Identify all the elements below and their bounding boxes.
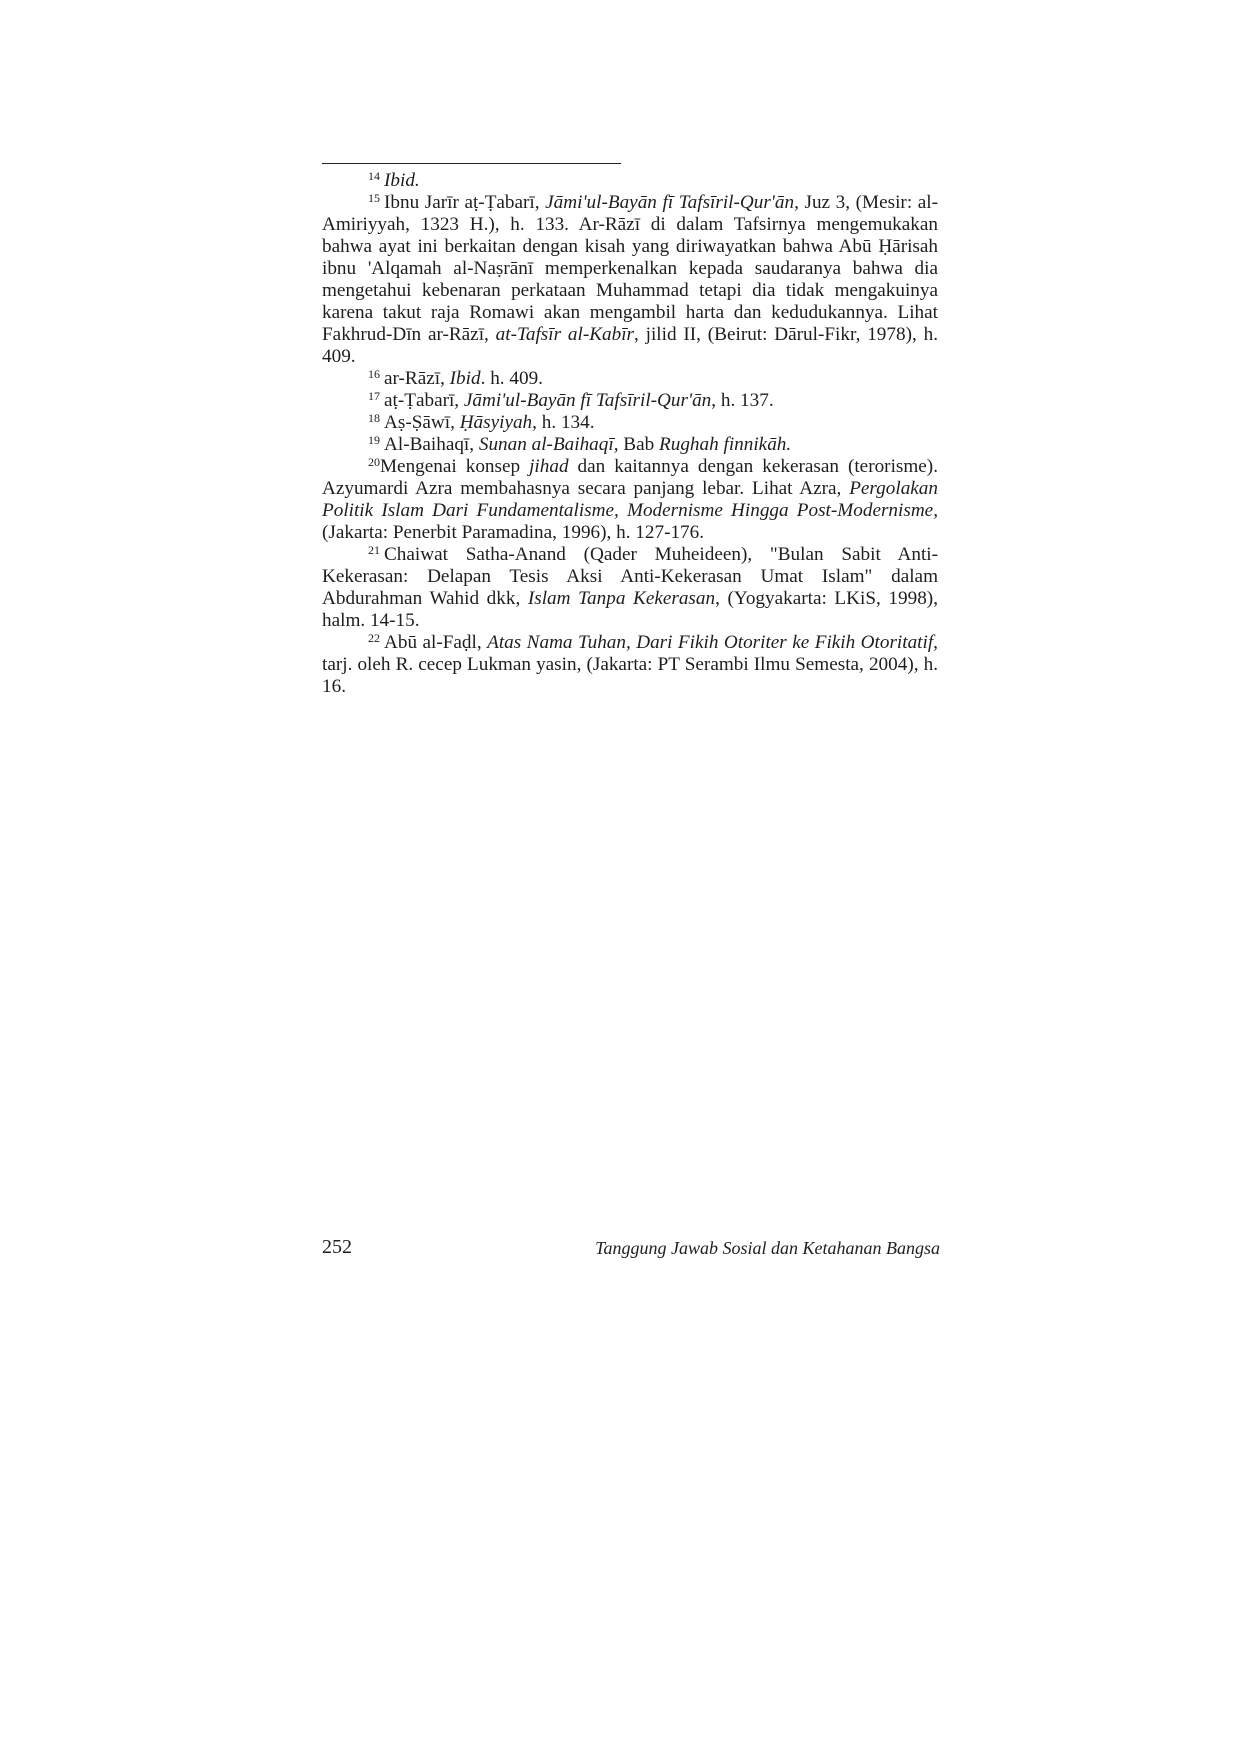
footnote-number: 17 [368, 389, 380, 403]
footnote-separator-rule [322, 163, 621, 164]
footnote-text: , (Yogyakarta: LKiS, 1998), halm. 14-15. [322, 588, 938, 631]
footnote-text: tarj. oleh R. cecep Lukman yasin, (Jakarta: PT Serambi Ilmu Semesta, 2004), h. 16. [322, 654, 938, 697]
running-title: Tanggung Jawab Sosial dan Ketahanan Bangsa [595, 1238, 940, 1258]
footnote-italic-text: Pergolakan Politik Islam Dari Fundamentalisme, Modernisme Hingga Post-Modernisme, [322, 478, 938, 521]
footnote-text: Ibnu Jarīr aṭ-Ṭabarī, [384, 192, 546, 213]
footnote-text: Abū al-Faḍl, [384, 632, 488, 653]
footnote-italic-text: at-Tafsīr al-Kabīr [495, 324, 634, 345]
footnote-text: Mengenai konsep [380, 456, 530, 477]
footnotes-section [322, 170, 938, 698]
page-number: 252 [322, 1236, 352, 1258]
footnote-21 [322, 544, 938, 632]
footnote-number: 16 [368, 367, 380, 381]
footnote-number: 21 [368, 543, 380, 557]
footnote-text: , jilid II, (Beirut: Dārul-Fikr, 1978), h. 409. [322, 324, 938, 367]
footnote-text: , h. 134. [532, 412, 595, 433]
footnote-number: 14 [368, 169, 380, 183]
footnote-17 [322, 390, 938, 412]
footnote-number: 18 [368, 411, 380, 425]
footnote-text: ar-Rāzī, [384, 368, 450, 389]
footnote-text: , h. 137. [711, 390, 774, 411]
footnote-22 [322, 632, 938, 698]
footnote-18 [322, 412, 938, 434]
footnote-16 [322, 368, 938, 390]
footnote-text: Al-Baihaqī, [384, 434, 479, 455]
footnote-number: 15 [368, 191, 380, 205]
footnote-15 [322, 192, 938, 368]
footnote-text: dan kaitannya dengan kekerasan (terorisme). Azyumardi Azra membahasnya secara panjang lebar. Lihat Azra, [322, 456, 938, 499]
footnote-italic-text: Ibid [449, 368, 481, 389]
footnote-text: Juz 3, (Mesir: al-Amiriyyah, 1323 H.), h. 133. Ar-Rāzī di dalam Tafsirnya mengemukakan bahwa ayat ini berkaitan dengan kisah yang diriwayatkan bahwa Abū Ḥārisah ibnu 'Alqamah al-Naṣrānī memperkenalkan kepada saudaranya bahwa dia mengetahui kebenaran perkataan Muhammad tetapi dia tidak mengakuinya karena takut raja Romawi akan mengambil harta dan kedudukannya. Lihat Fakhrud-Dīn ar-Rāzī, [322, 192, 938, 345]
footnote-text: Aṣ-Ṣāwī, [384, 412, 460, 433]
footnote-text: . h. 409. [480, 368, 543, 389]
footnote-italic-text: Ḥāsyiyah [459, 412, 533, 433]
footnote-italic-text: Rughah finnikāh. [659, 434, 792, 455]
footnote-text: , Bab [613, 434, 660, 455]
footnote-20 [322, 456, 938, 544]
footnote-text: Chaiwat Satha-Anand (Qader Muheideen), "Bulan Sabit Anti-Kekerasan: Delapan Tesis Aksi Anti-Kekerasan Umat Islam" dalam Abdurahman Wahid dkk [322, 544, 938, 609]
footnote-italic-text: , Islam Tanpa Kekerasan [515, 588, 716, 609]
footnote-text: aṭ-Ṭabarī, [384, 390, 464, 411]
footnote-italic-text: Sunan al-Baihaqī [478, 434, 614, 455]
footnote-number: 20 [368, 455, 380, 469]
footnote-italic-text: Atas Nama Tuhan, Dari Fikih Otoriter ke Fikih Otoritatif, [487, 632, 938, 653]
footnote-text: (Jakarta: Penerbit Paramadina, 1996), h. 127-176. [322, 522, 705, 543]
footnote-number: 19 [368, 433, 380, 447]
footnote-19 [322, 434, 938, 456]
footnote-number: 22 [368, 631, 380, 645]
footnote-italic-text: jihad [529, 456, 569, 477]
footnote-italic-text: Jāmi'ul-Bayān fī Tafsīril-Qur'ān, [545, 192, 799, 213]
footnote-italic-text: Ibid. [384, 170, 420, 191]
footnote-14 [322, 170, 938, 192]
footnote-italic-text: Jāmi'ul-Bayān fī Tafsīril-Qur'ān [463, 390, 712, 411]
